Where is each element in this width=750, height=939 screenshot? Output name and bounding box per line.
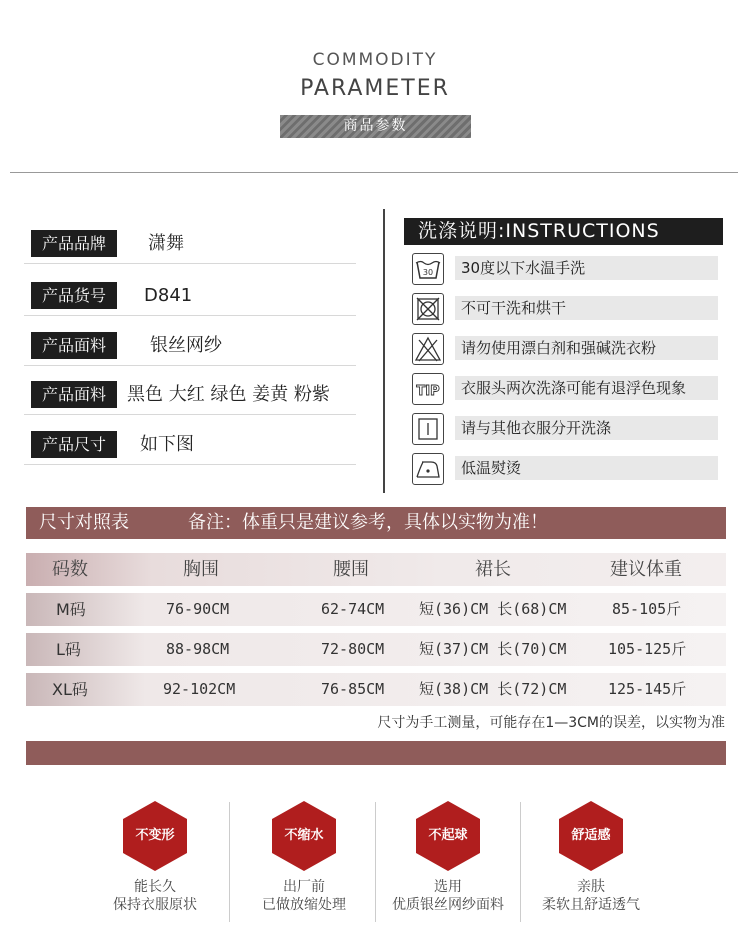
instructions-title: 洗涤说明:INSTRUCTIONS	[404, 218, 723, 245]
column-header: 腰围	[333, 559, 369, 580]
size-chart-note: 尺寸为手工测量，可能存在1—3CM的误差，以实物为准	[377, 715, 725, 731]
section-bar	[26, 741, 726, 765]
no-bleach-icon	[412, 333, 444, 365]
table-row	[26, 633, 726, 666]
feature-line2: 柔软且舒适透气	[542, 897, 640, 913]
feature-line1: 能长久	[134, 879, 176, 895]
param-value: 银丝网纱	[150, 335, 222, 356]
param-row-brand	[24, 222, 356, 264]
param-label: 产品品牌	[31, 230, 117, 257]
column-header: 建议体重	[610, 559, 682, 580]
cell-bust: 92-102CM	[163, 680, 236, 698]
param-value: 黑色 大红 绿色 姜黄 粉紫	[127, 384, 330, 405]
instruction-text: 衣服头两次洗涤可能有退浮色现象	[455, 376, 718, 400]
feature-no-pilling	[373, 800, 523, 914]
feature-line1: 选用	[434, 879, 462, 895]
hexagon-badge	[270, 800, 338, 872]
param-label: 产品面料	[31, 332, 117, 359]
param-row-fabric	[24, 324, 356, 366]
param-value: 潇舞	[148, 233, 184, 254]
cell-bust: 88-98CM	[166, 640, 230, 658]
cell-length: 短(37)CM 长(70)CM	[419, 640, 567, 658]
size-chart-remark: 备注：体重只是建议参考，具体以实物为准！	[188, 512, 548, 533]
param-label: 产品面料	[31, 381, 117, 408]
instruction-text: 不可干洗和烘干	[455, 296, 718, 320]
header-en-line1: COMMODITY	[312, 50, 438, 70]
param-label: 产品尺寸	[31, 431, 117, 458]
separate-wash-icon	[412, 413, 444, 445]
feature-no-deform	[80, 800, 230, 914]
feature-line2: 优质银丝网纱面料	[392, 897, 504, 913]
size-chart-title: 尺寸对照表	[39, 512, 129, 533]
instruction-text: 30度以下水温手洗	[455, 256, 718, 280]
size-chart-header	[26, 507, 726, 539]
svg-text:30: 30	[422, 268, 434, 277]
instruction-text: 请与其他衣服分开洗涤	[455, 416, 718, 440]
cell-size: XL码	[52, 680, 88, 699]
table-row	[26, 673, 726, 706]
cell-weight: 105-125斤	[608, 640, 687, 658]
param-value: D841	[144, 285, 193, 306]
column-header: 裙长	[475, 559, 511, 580]
cell-size: M码	[56, 600, 86, 619]
table-row	[26, 593, 726, 626]
vertical-divider	[383, 209, 385, 493]
param-value: 如下图	[140, 434, 194, 455]
hexagon-badge	[121, 800, 189, 872]
feature-comfort	[516, 800, 666, 914]
table-header-row	[26, 553, 726, 586]
low-iron-icon	[412, 453, 444, 485]
no-dry-clean-icon	[412, 293, 444, 325]
instruction-text: 请勿使用漂白剂和强碱洗衣粉	[455, 336, 718, 360]
param-row-size	[24, 423, 356, 465]
header-en-line2: PARAMETER	[300, 76, 450, 101]
instruction-text: 低温熨烫	[455, 456, 718, 480]
hexagon-badge	[557, 800, 625, 872]
cell-length: 短(36)CM 长(68)CM	[419, 600, 567, 618]
param-row-sku	[24, 274, 356, 316]
tip-icon	[412, 373, 444, 405]
feature-line2: 保持衣服原状	[113, 897, 197, 913]
header-divider	[10, 172, 738, 173]
wash-30-icon	[412, 253, 444, 285]
cell-waist: 62-74CM	[321, 600, 385, 618]
cell-waist: 76-85CM	[321, 680, 385, 698]
svg-text:TIP: TIP	[416, 384, 440, 399]
cell-length: 短(38)CM 长(72)CM	[419, 680, 567, 698]
feature-line2: 已做放缩处理	[262, 897, 346, 913]
column-header: 码数	[52, 559, 88, 580]
hexagon-badge	[414, 800, 482, 872]
badge-label: 舒适感	[571, 828, 611, 843]
cell-weight: 85-105斤	[612, 600, 682, 618]
cell-bust: 76-90CM	[166, 600, 230, 618]
badge-label: 不变形	[135, 828, 175, 843]
cell-waist: 72-80CM	[321, 640, 385, 658]
feature-line1: 出厂前	[283, 879, 325, 895]
param-row-colors	[24, 373, 356, 415]
badge-label: 不缩水	[284, 828, 324, 843]
header-cn-title: 商品参数	[280, 115, 471, 138]
badge-label: 不起球	[428, 828, 468, 843]
param-label: 产品货号	[31, 282, 117, 309]
cell-size: L码	[56, 640, 81, 659]
cell-weight: 125-145斤	[608, 680, 687, 698]
column-header: 胸围	[183, 559, 219, 580]
feature-line1: 亲肤	[577, 879, 605, 895]
feature-no-shrink	[229, 800, 379, 914]
